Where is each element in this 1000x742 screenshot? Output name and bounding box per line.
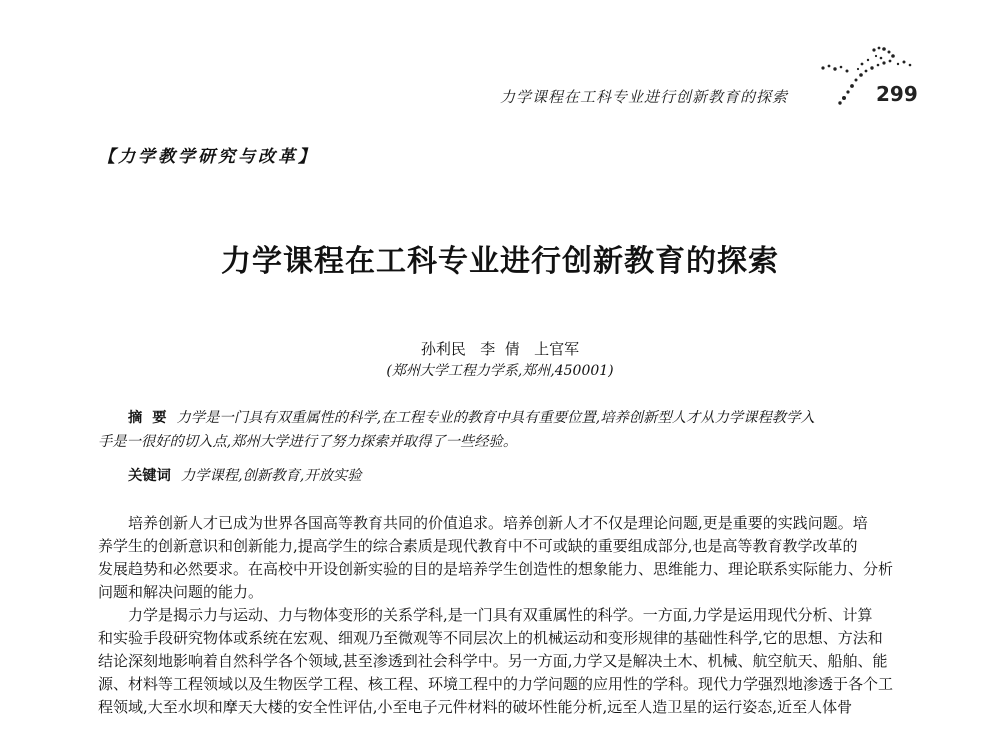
paragraph-line: 和实验手段研究物体或系统在宏观、细观乃至微观等不同层次上的机械运动和变形规律的基础性科学,它的思想、方法和 <box>98 629 883 647</box>
running-head-title: 力学课程在工科专业进行创新教育的探索 <box>500 88 789 106</box>
body-text <box>98 512 924 719</box>
paragraph-line: 力学是揭示力与运动、力与物体变形的关系学科,是一门具有双重属性的科学。一方面,力学是运用现代分析、计算 <box>128 606 873 624</box>
paragraph-line: 培养创新人才已成为世界各国高等教育共同的价值追求。培养创新人才不仅是理论问题,更是重要的实践问题。培 <box>128 514 868 532</box>
paragraph-line: 源、材料等工程领域以及生物医学工程、核工程、环境工程中的力学问题的应用性的学科。现代力学强烈地渗透于各个工 <box>98 675 894 693</box>
paragraph-line: 发展趋势和必然要求。在高校中开设创新实验的目的是培养学生创造性的想象能力、思维能力、理论联系实际能力、分析 <box>98 560 894 578</box>
paragraph-line: 养学生的创新意识和创新能力,提高学生的综合素质是现代教育中不可或缺的重要组成部分,也是高等教育教学改革的 <box>98 537 858 555</box>
abstract-line <box>98 406 924 430</box>
keywords-label: 关键词 <box>128 468 181 484</box>
author-list: 孙利民 李 倩 上官军 <box>420 340 580 358</box>
section-tag: 【力学教学研究与改革】 <box>98 147 318 167</box>
paragraph-line: 结论深刻地影响着自然科学各个领域,甚至渗透到社会科学中。另一方面,力学又是解决土木、机械、航空航天、船舶、能 <box>98 652 888 670</box>
paragraph-line: 程领域,大至水坝和摩天大楼的安全性评估,小至电子元件材料的破坏性能分析,远至人造卫星的运行姿态,近至人体骨 <box>98 698 853 716</box>
author-affiliation: (郑州大学工程力学系,郑州,450001) <box>386 363 614 379</box>
article-title: 力学课程在工科专业进行创新教育的探索 <box>221 244 779 279</box>
abstract-line: 手是一很好的切入点,郑州大学进行了努力探索并取得了一些经验。 <box>98 434 518 450</box>
abstract-label: 摘 要 <box>128 410 177 426</box>
keywords <box>128 465 362 485</box>
keywords-text: 力学课程,创新教育,开放实验 <box>180 468 362 484</box>
page-number: 299 <box>876 82 918 106</box>
abstract <box>98 406 924 454</box>
paragraph-line: 问题和解决问题的能力。 <box>98 583 264 601</box>
abstract-text: 力学是一门具有双重属性的科学,在工程专业的教育中具有重要位置,培养创新型人才从力学课程教学入 <box>176 410 815 426</box>
